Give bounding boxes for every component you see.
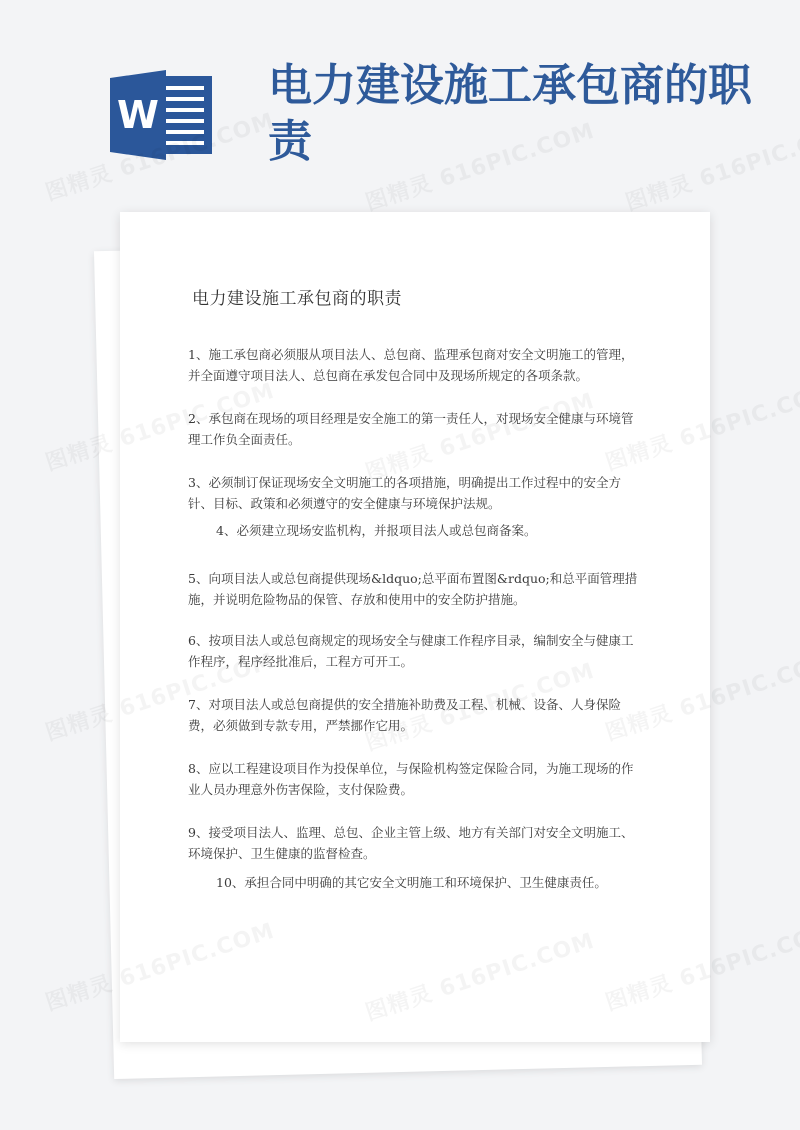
- paragraph-4: 4、必须建立现场安监机构，并报项目法人或总包商备案。: [216, 523, 537, 538]
- paragraph-3: 3、必须制订保证现场安全文明施工的各项措施，明确提出工作过程中的安全方针、目标、政策和必须遵守的安全健康与环境保护法规。: [188, 475, 621, 511]
- paragraph-8: 8、应以工程建设项目作为投保单位，与保险机构签定保险合同，为施工现场的作业人员办理意外伤害保险，支付保险费。: [188, 761, 634, 797]
- paragraph-6: 6、按项目法人或总包商规定的现场安全与健康工作程序目录，编制安全与健康工作程序，程序经批准后，工程方可开工。: [188, 633, 634, 669]
- logo-letter: W: [117, 93, 159, 137]
- header-title: 电力建设施工承包商的职责: [268, 60, 752, 167]
- word-logo-icon: [110, 70, 214, 160]
- paragraph-10: 10、承担合同中明确的其它安全文明施工和环境保护、卫生健康责任。: [216, 875, 607, 890]
- paragraph-1: 1、施工承包商必须服从项目法人、总包商、监理承包商对安全文明施工的管理，并全面遵守项目法人、总包商在承发包合同中及现场所规定的各项条款。: [188, 347, 634, 383]
- document-page: [120, 212, 710, 1042]
- paragraph-7: 7、对项目法人或总包商提供的安全措施补助费及工程、机械、设备、人身保险费，必须做到专款专用，严禁挪作它用。: [188, 697, 621, 733]
- paragraph-5: 5、向项目法人或总包商提供现场&ldquo;总平面布置图&rdquo;和总平面管理措施，并说明危险物品的保管、存放和使用中的安全防护措施。: [188, 571, 638, 607]
- paragraph-9: 9、接受项目法人、监理、总包、企业主管上级、地方有关部门对安全文明施工、环境保护、卫生健康的监督检查。: [188, 825, 634, 861]
- paragraph-2: 2、承包商在现场的项目经理是安全施工的第一责任人，对现场安全健康与环境管理工作负全面责任。: [188, 411, 634, 447]
- document-title: 电力建设施工承包商的职责: [192, 289, 402, 309]
